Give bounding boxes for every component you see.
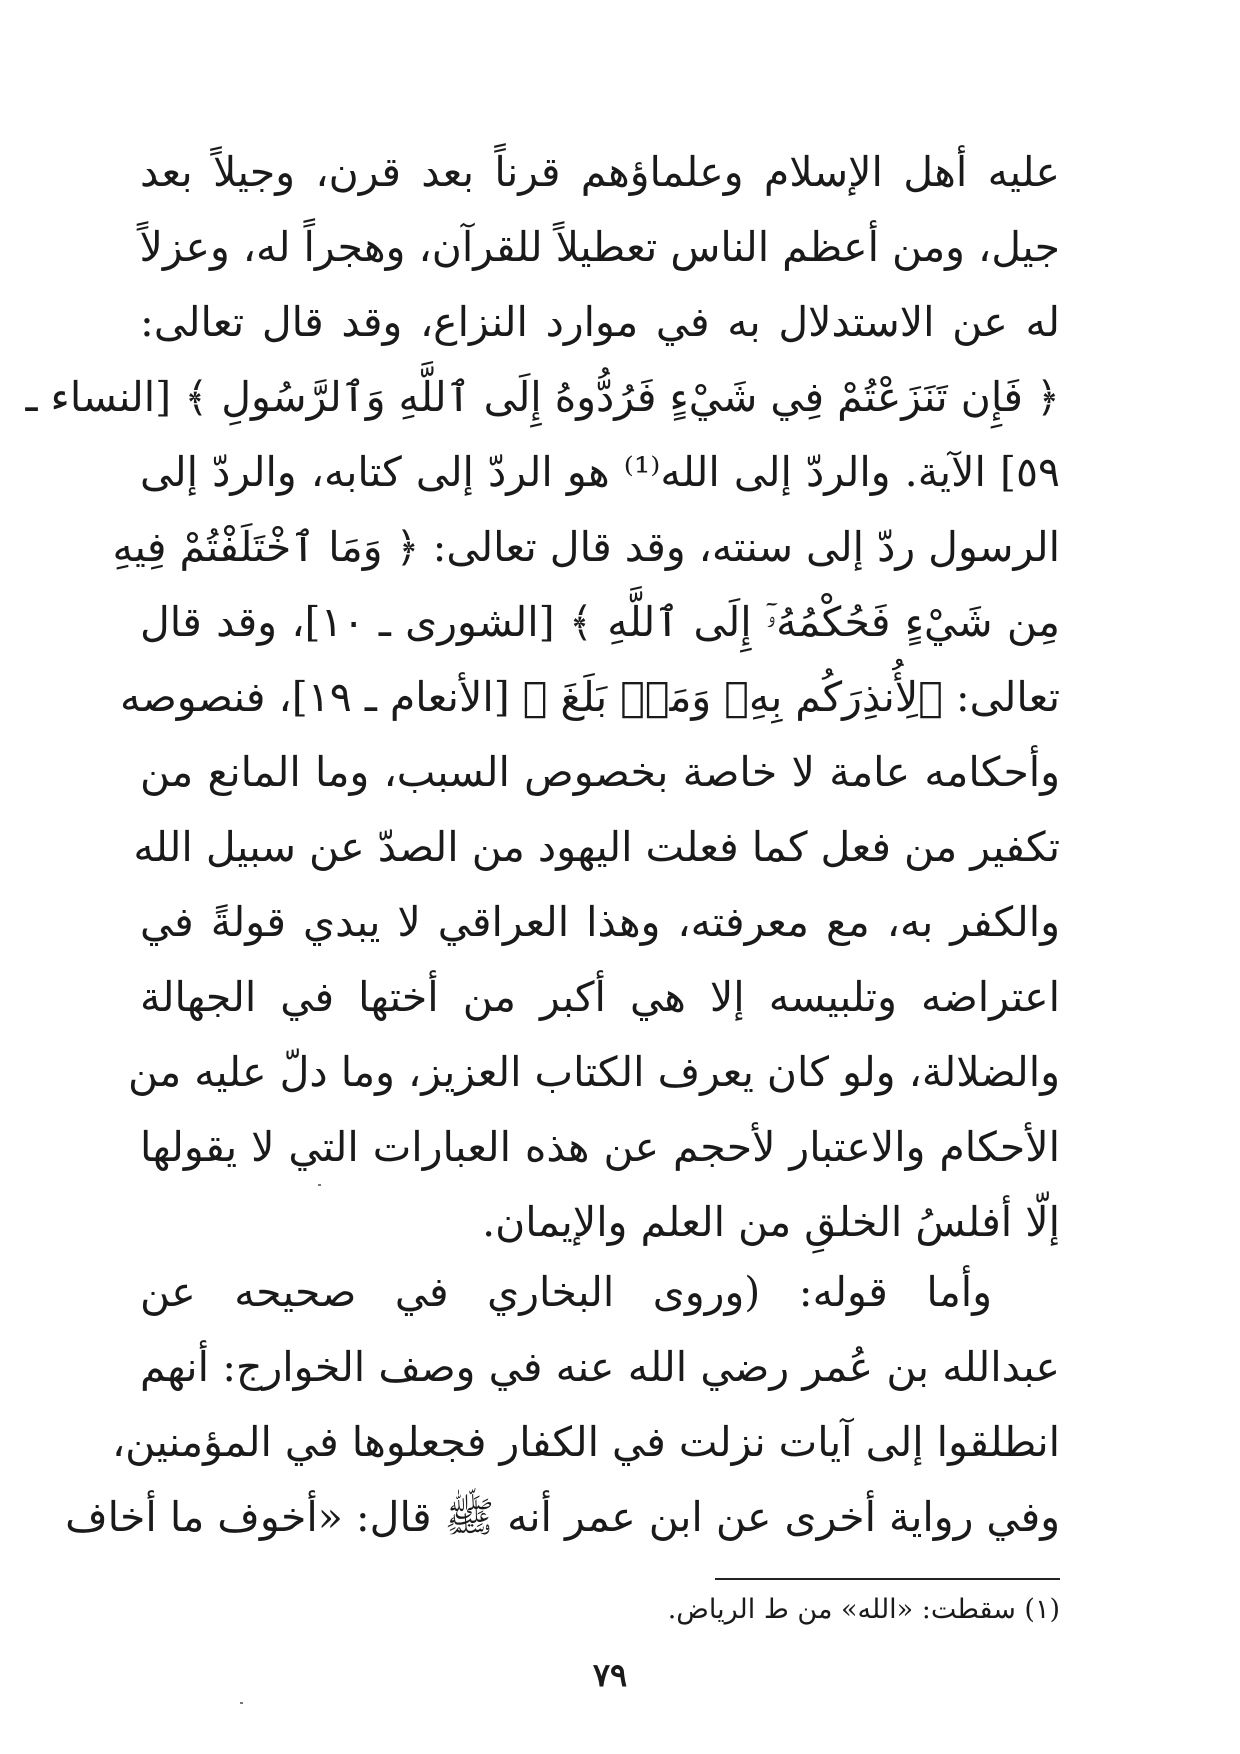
- text-line: الأحكام والاعتبار لأحجم عن هذه العبارات التي لا يقولها: [140, 1123, 1060, 1171]
- text-line: له عن الاستدلال به في موارد النزاع، وقد قال تعالى:: [140, 298, 1060, 346]
- text-line: وفي رواية أخرى عن ابن عمر أنه ﷺ قال: «أخوف ما أخاف: [65, 1493, 1060, 1541]
- text-line: والكفر به، مع معرفته، وهذا العراقي لا يبدي قولةً في: [140, 898, 1060, 946]
- scan-speck: [240, 1702, 243, 1704]
- footnote: (١) سقطت: «الله» من ط الرياض.: [667, 1594, 1060, 1625]
- main-paragraph: [25, 135, 1061, 1260]
- second-paragraph: [65, 1255, 1060, 1555]
- quran-verse-line: مِن شَيْءٍ فَحُكْمُهُۥٓ إِلَى ٱللَّهِ ﴾ [الشورى ـ ١٠]، وقد قال: [140, 598, 1061, 646]
- footnote-divider: [715, 1578, 1060, 1580]
- text-line: انطلقوا إلى آيات نزلت في الكفار فجعلوها في المؤمنين،: [111, 1418, 1060, 1466]
- text-line: إلّا أفلسُ الخلقِ من العلم والإيمان.: [482, 1198, 1060, 1246]
- quran-verse-line: ﴿ فَإِن تَنَزَعْتُمْ فِي شَيْءٍ فَرُدُّوهُ إِلَى ٱللَّهِ وَٱلرَّسُولِ ﴾ [النساء ـ: [25, 373, 1060, 421]
- page-number: ٧٩: [592, 1656, 628, 1694]
- text-line: جيل، ومن أعظم الناس تعطيلاً للقرآن، وهجراً له، وعزلاً: [139, 223, 1060, 271]
- text-line: اعتراضه وتلبيسه إلا هي أكبر من أختها في الجهالة: [140, 973, 1060, 1021]
- text-line: عليه أهل الإسلام وعلماؤهم قرناً بعد قرن، وجيلاً بعد: [140, 148, 1060, 196]
- text-line: وأما قوله: (وروى البخاري في صحيحه عن: [140, 1268, 992, 1316]
- text-line: ٥٩] الآية. والردّ إلى الله⁽¹⁾ هو الردّ إلى كتابه، والردّ إلى: [140, 448, 1060, 496]
- text-line: تكفير من فعل كما فعلت اليهود من الصدّ عن سبيل الله: [133, 823, 1060, 871]
- text-line: الرسول ردّ إلى سنته، وقد قال تعالى: ﴿ وَمَا ٱخْتَلَفْتُمْ فِيهِ: [112, 523, 1060, 571]
- text-line: والضلالة، ولو كان يعرف الكتاب العزيز، وما دلّ عليه من: [127, 1048, 1060, 1096]
- text-line: وأحكامه عامة لا خاصة بخصوص السبب، وما المانع من: [140, 748, 1060, 796]
- scan-speck: [318, 1184, 321, 1186]
- quran-verse-line: تعالى: ﴿لِأُنذِرَكُم بِهِۦ وَمَنۢ بَلَغَ ﴾ [الأنعام ـ ١٩]، فنصوصه: [120, 673, 1060, 721]
- text-line: عبدالله بن عُمر رضي الله عنه في وصف الخوارج: أنهم: [140, 1343, 1060, 1391]
